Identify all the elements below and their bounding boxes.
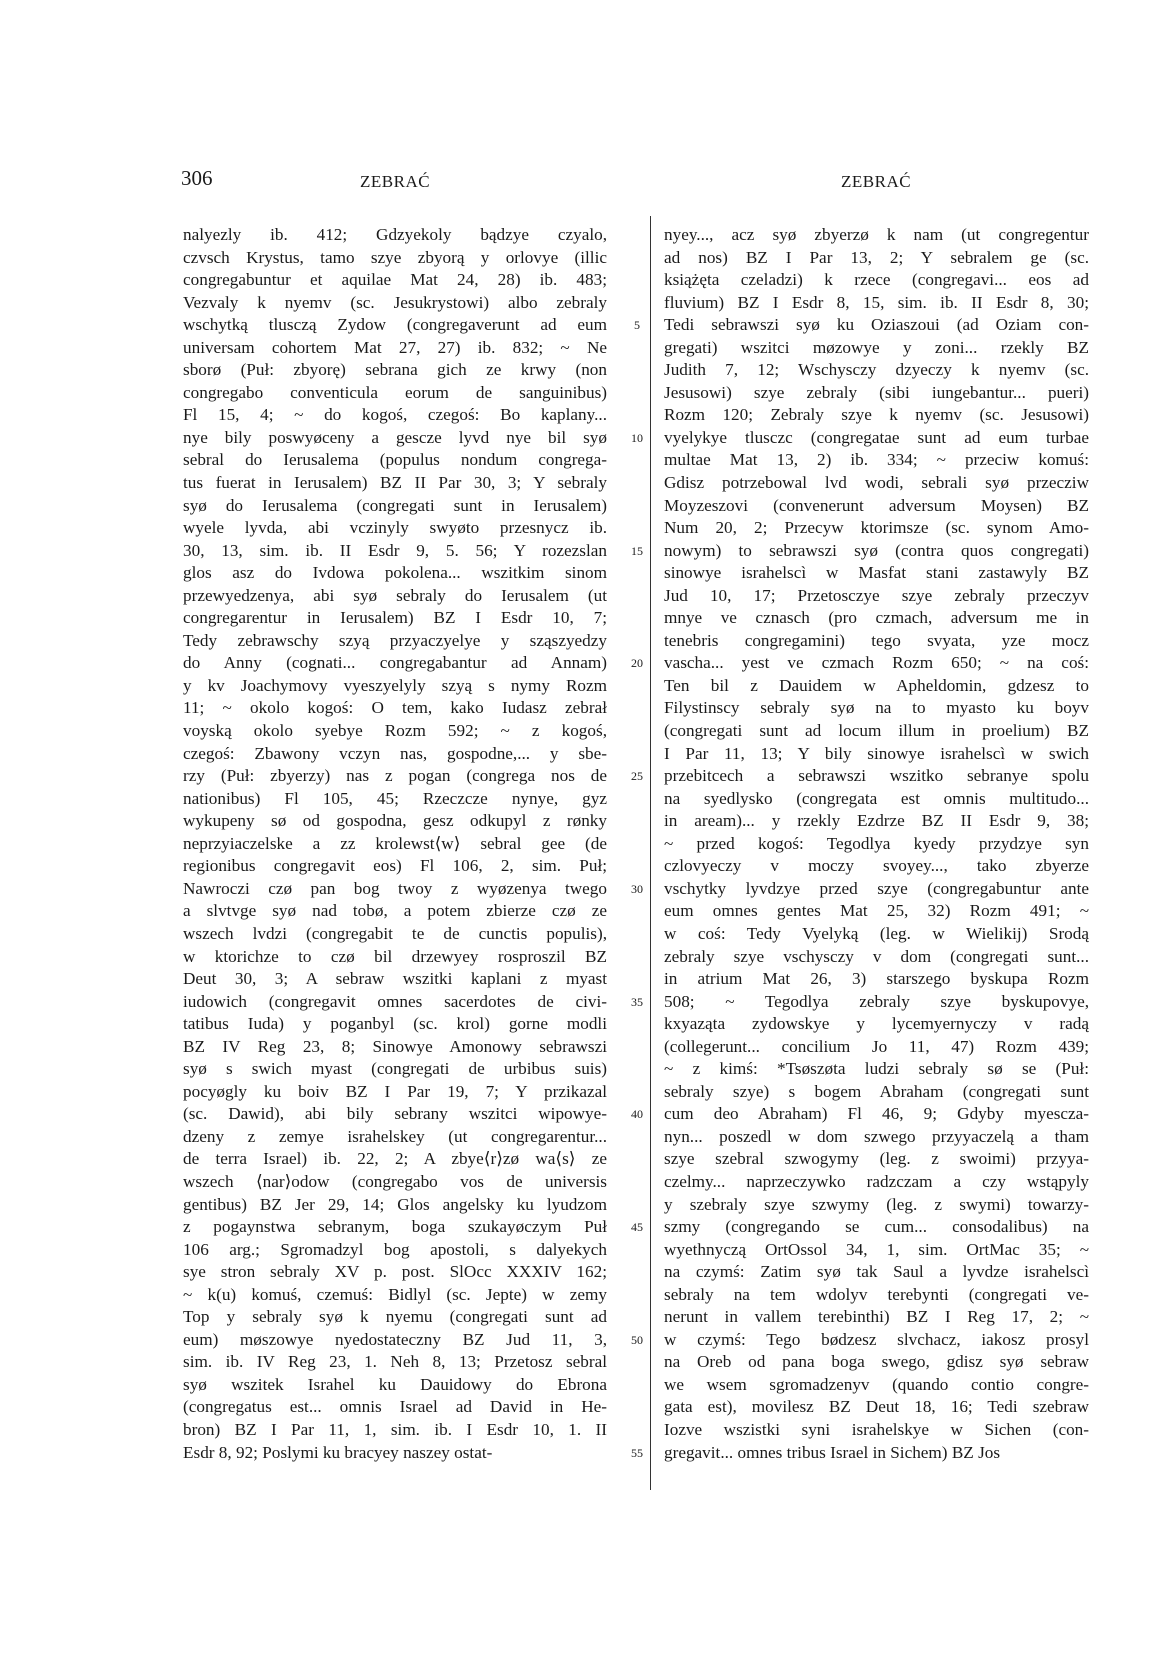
line-number: 25 <box>631 769 643 784</box>
text-line: w ktorichze to czø bil drzewyey rosproszil BZ <box>183 946 607 966</box>
text-line: na czymś: Zatim syø tak Saul a lyvdze israhelscì <box>664 1262 1089 1282</box>
text-line: iudowich (congregavit omnes sacerdotes de civi- <box>183 991 607 1011</box>
text-line: nerunt in vallem terebinthi) BZ I Reg 17, 2; ~ <box>664 1307 1089 1327</box>
line-number: 55 <box>631 1445 643 1460</box>
text-line: mnye ve cznasch (pro czmach, adversum me in <box>664 608 1089 628</box>
column-right <box>664 224 1089 1464</box>
text-line: Rozm 120; Zebraly szye k nyemv (sc. Jesusowi) <box>664 405 1089 425</box>
text-line: Num 20, 2; Przecyw ktorimsze (sc. synom Amo- <box>664 518 1089 538</box>
text-line: Nawroczi czø pan bog twoy z wyøzenya twego <box>183 878 607 898</box>
line-number: 30 <box>631 881 643 896</box>
text-line: universam cohortem Mat 27, 27) ib. 832; ~ Ne <box>183 337 607 357</box>
text-line: we wsem sgromadzenyv (quando contio congre- <box>664 1374 1089 1394</box>
text-line: Top y sebraly syø k nyemu (congregati sunt ad <box>183 1307 607 1327</box>
text-line: Jud 10, 17; Przetosczye szye zebraly przeczyv <box>664 585 1089 605</box>
text-line: Tedy zebrawschy szyą przyaczyelye y sząszyedzy <box>183 630 607 650</box>
text-line: bron) BZ I Par 11, 1, sim. ib. I Esdr 10, 1. II <box>183 1419 607 1439</box>
text-line: ad nos) BZ I Par 13, 2; Y sebralem ge (sc. <box>664 247 1089 267</box>
line-number: 15 <box>631 543 643 558</box>
text-line: czvsch Krystus, tamo szye zbyorą y orlovye (illic <box>183 247 607 267</box>
line-number: 10 <box>631 430 643 445</box>
text-line: wyele lyvda, abi vczinyly swyøto przesnycz ib. <box>183 518 607 538</box>
text-line: nye bily poswyøceny a gescze lyvd nye bil syø <box>183 427 607 447</box>
text-line: wyethnyczą OrtOssol 34, 1, sim. OrtMac 35; ~ <box>664 1239 1089 1259</box>
text-line: 508; ~ Tegodlya zebraly szye byskupovye, <box>664 991 1089 1011</box>
text-line: pocyøgly ku boiv BZ I Par 19, 7; Y przikazal <box>183 1081 607 1101</box>
text-line: in aream)... y rzekly Ezdrze BZ II Esdr 9, 38; <box>664 811 1089 831</box>
text-line: czegoś: Zbawony vczyn nas, gospodne,... y sbe- <box>183 743 607 763</box>
column-left <box>183 224 607 1464</box>
text-line: neprzyiaczelske a zz krolewst⟨w⟩ sebral gee (de <box>183 833 607 853</box>
text-line: fluvium) BZ I Esdr 8, 15, sim. ib. II Esdr 8, 30; <box>664 292 1089 312</box>
text-line: vascha... yest ve czmach Rozm 650; ~ na coś: <box>664 653 1089 673</box>
text-line: wschytką tlusczą Zydow (congregaverunt ad eum <box>183 315 607 335</box>
page-number: 306 <box>181 166 213 190</box>
text-line: congregabo conventicula eorum de sanguinibus) <box>183 382 607 402</box>
text-line: Esdr 8, 92; Poslymi ku bracyey naszey ostat- <box>183 1442 493 1462</box>
text-line: w czymś: Tego bødzesz slvchacz, iakosz prosyl <box>664 1329 1089 1349</box>
text-line: vyelykye tlusczc (congregatae sunt ad eum turbae <box>664 427 1089 447</box>
text-line: tenebris congregamini) tego svyata, yze mocz <box>664 630 1089 650</box>
text-line: regionibus congregavit eos) Fl 106, 2, sim. Puł; <box>183 856 607 876</box>
text-line: gregati) wszitci møzowye y zoni... rzekly BZ <box>664 337 1089 357</box>
text-line: książęta czeladzi) k rzece (congregavi... eos ad <box>664 270 1089 290</box>
text-line: Filystinscy sebraly syø na to myasto ku boyv <box>664 698 1089 718</box>
text-line: multae Mat 13, 2) ib. 334; ~ przeciw komuś: <box>664 450 1089 470</box>
text-line: na Oreb od pana boga swego, gdisz syø sebraw <box>664 1352 1089 1372</box>
text-line: gata est), movilesz BZ Deut 18, 16; Tedi szebraw <box>664 1397 1089 1417</box>
text-line: gentibus) BZ Jer 29, 14; Glos angelsky ku lyudzom <box>183 1194 607 1214</box>
text-line: y szebraly szye szwymy (leg. z swymi) towarzy- <box>664 1194 1089 1214</box>
line-number: 45 <box>631 1220 643 1235</box>
text-line: tatibus Iuda) y poganbyl (sc. krol) gorne modli <box>183 1014 607 1034</box>
text-line: sye stron sebraly XV p. post. SlOcc XXXIV 162; <box>183 1262 607 1282</box>
text-line: nalyezly ib. 412; Gdzyekoly bądzye czyalo, <box>183 225 607 244</box>
text-line: szmy (congregando se cum... consodalibus) na <box>664 1217 1089 1237</box>
line-number: 35 <box>631 994 643 1009</box>
text-line: dzeny z zemye israhelskey (ut congregarentur... <box>183 1126 607 1146</box>
line-number: 20 <box>631 656 643 671</box>
text-line: sim. ib. IV Reg 23, 1. Neh 8, 13; Przetosz sebral <box>183 1352 607 1372</box>
text-line: (congregati sunt ad locum illum in proelium) BZ <box>664 721 1089 741</box>
text-line: (congregatus est... omnis Israel ad David in He- <box>183 1397 607 1417</box>
text-line: sinowye israhelscì w Masfat stani zastawyly BZ <box>664 563 1089 583</box>
text-line: syø do Ierusalema (congregati sunt in Ierusalem) <box>183 495 607 515</box>
text-line: przebitcech a sebrawszi wszitko sebranye spolu <box>664 766 1089 786</box>
column-divider <box>650 216 651 1490</box>
text-line: Moyzeszovi (convenerunt adversum Moysen) BZ <box>664 495 1089 515</box>
text-line: nowym) to sebrawszi syø (contra quos congregati) <box>664 540 1089 560</box>
text-line: zebraly szye vschysczy v dom (congregati sunt... <box>664 946 1089 966</box>
text-line: 30, 13, sim. ib. II Esdr 9, 5. 56; Y rozezslan <box>183 540 607 560</box>
text-line: nyn... poszedl w dom szwego przyyaczelą a tham <box>664 1126 1089 1146</box>
text-line: a slvtvge syø nad tobø, a potem zbierze czø ze <box>183 901 607 921</box>
text-line: (sc. Dawid), abi bily sebrany wszitci wipowye- <box>183 1104 607 1124</box>
text-line: congregarentur in Ierusalem) BZ I Esdr 10, 7; <box>183 608 607 628</box>
text-line: glos asz do Ivdowa pokolena... wszitkim sinom <box>183 563 607 583</box>
text-line: ~ z kimś: *Tsøszøta ludzi sebraly sø se (Puł: <box>664 1059 1089 1079</box>
text-line: eum) møszowye nyedostateczny BZ Jud 11, 3, <box>183 1329 607 1349</box>
text-line: cum deo Abraham) Fl 46, 9; Gdyby myescza- <box>664 1104 1089 1124</box>
text-line: Iozve wszistki syni israhelskye w Sichen (con- <box>664 1419 1089 1439</box>
text-line: sborø (Puł: zbyorę) sebrana gich ze krwy (non <box>183 360 607 380</box>
text-line: czlovyeczy v moczy svoyey..., tako zbyerze <box>664 856 1089 876</box>
text-line: Deut 30, 3; A sebraw wszitki kaplani z myast <box>183 969 607 989</box>
text-line: rzy (Puł: zbyerzy) nas z pogan (congrega nos de <box>183 766 607 786</box>
text-line: 106 arg.; Sgromadzyl bog apostoli, s dalyekych <box>183 1239 607 1259</box>
text-line: Judith 7, 12; Wschysczy dzyeczy k nyemv (sc. <box>664 360 1089 380</box>
text-line: vschytky lyvdzye przed szye (congregabuntur ante <box>664 878 1089 898</box>
text-line: syø wszitek Israhel ku Dauidowy do Ebrona <box>183 1374 607 1394</box>
text-line: y kv Joachymovy vyeszyelyly szyą s nymy Rozm <box>183 675 607 695</box>
running-head-left: ZEBRAĆ <box>360 172 431 191</box>
text-line: kxyaząta zydowskye y lycemyernyczy v radą <box>664 1014 1089 1034</box>
text-line: congregabuntur et aquilae Mat 24, 28) ib. 483; <box>183 270 607 290</box>
text-line: 11; ~ okolo kogoś: O tem, kako Iudasz zebrał <box>183 698 607 718</box>
text-line: do Anny (cognati... congregabantur ad Annam) <box>183 653 607 673</box>
text-line: gregavit... omnes tribus Israel in Sichem) BZ Jos <box>664 1442 1001 1462</box>
text-line: syø s swich myast (congregati de urbibus suis) <box>183 1059 607 1079</box>
text-line: Gdisz potrzebowal lvd wodi, sebrali syø przecziw <box>664 473 1089 493</box>
text-line: sebraly szye) s bogem Abraham (congregati sunt <box>664 1081 1089 1101</box>
line-number: 50 <box>631 1332 643 1347</box>
text-line: de terra Israel) ib. 22, 2; A zbye⟨r⟩zø wa⟨s⟩ ze <box>183 1149 607 1169</box>
text-line: (collegerunt... concilium Jo 11, 47) Rozm 439; <box>664 1036 1089 1056</box>
text-line: nyey..., acz syø zbyerzø k nam (ut congregentur <box>664 225 1089 244</box>
text-line: I Par 11, 13; Y bily sinowye israhelscì w swich <box>664 743 1089 763</box>
text-line: Vezvaly k nyemv (sc. Jesukrystowi) albo zebraly <box>183 292 607 312</box>
text-line: wszech lvdzi (congregabit te de cunctis populis), <box>183 923 607 943</box>
text-line: sebraly na tem wdolyv terebynti (congregati ve- <box>664 1284 1089 1304</box>
line-number: 40 <box>631 1107 643 1122</box>
running-head-right: ZEBRAĆ <box>841 172 912 191</box>
text-line: eum omnes gentes Mat 25, 32) Rozm 491; ~ <box>664 901 1089 921</box>
text-line: wszech ⟨nar⟩odow (congregabo vos de universis <box>183 1171 607 1191</box>
text-line: Fl 15, 4; ~ do kogoś, czegoś: Bo kaplany... <box>183 405 607 425</box>
text-line: sebral do Ierusalema (populus nondum congrega- <box>183 450 607 470</box>
text-line: wykupeny sø od gospodna, gesz odkupyl z rønky <box>183 811 607 831</box>
text-line: voyską okolo syebye Rozm 592; ~ z kogoś, <box>183 721 607 741</box>
text-line: Ten bil z Dauidem w Apheldomin, gdzesz to <box>664 675 1089 695</box>
text-line: Tedi sebrawszi syø ku Oziaszoui (ad Oziam con- <box>664 315 1089 335</box>
text-line: czelmy... naprzeczywko radzczam a czy wstąpyly <box>664 1171 1089 1191</box>
text-line: przewyedzenya, abi syø sebraly do Ierusalem (ut <box>183 585 607 605</box>
text-line: szye szebral szwogymy (leg. z swoimi) przyya- <box>664 1149 1089 1169</box>
text-line: na syedlysko (congregata est omnis multitudo... <box>664 788 1089 808</box>
text-line: tus fuerat in Ierusalem) BZ II Par 30, 3; Y sebraly <box>183 473 607 493</box>
line-number: 5 <box>634 318 640 333</box>
text-line: z pogaynstwa sebranym, boga szukayøczym Puł <box>183 1217 607 1237</box>
text-line: w coś: Tedy Vyelyką (leg. w Wielikij) Srodą <box>664 923 1089 943</box>
text-line: nationibus) Fl 105, 45; Rzeczcze nynye, gyz <box>183 788 607 808</box>
text-line: in atrium Mat 26, 3) starszego byskupa Rozm <box>664 969 1089 989</box>
text-line: Jesusowi) szye zebraly (sibi iungebantur... pueri) <box>664 382 1089 402</box>
text-line: ~ k(u) komuś, czemuś: Bidlyl (sc. Jepte) w zemy <box>183 1284 607 1304</box>
text-line: ~ przed kogoś: Tegodlya kyedy przydzye syn <box>664 833 1089 853</box>
text-line: BZ IV Reg 23, 8; Sinowye Amonowy sebrawszi <box>183 1036 607 1056</box>
